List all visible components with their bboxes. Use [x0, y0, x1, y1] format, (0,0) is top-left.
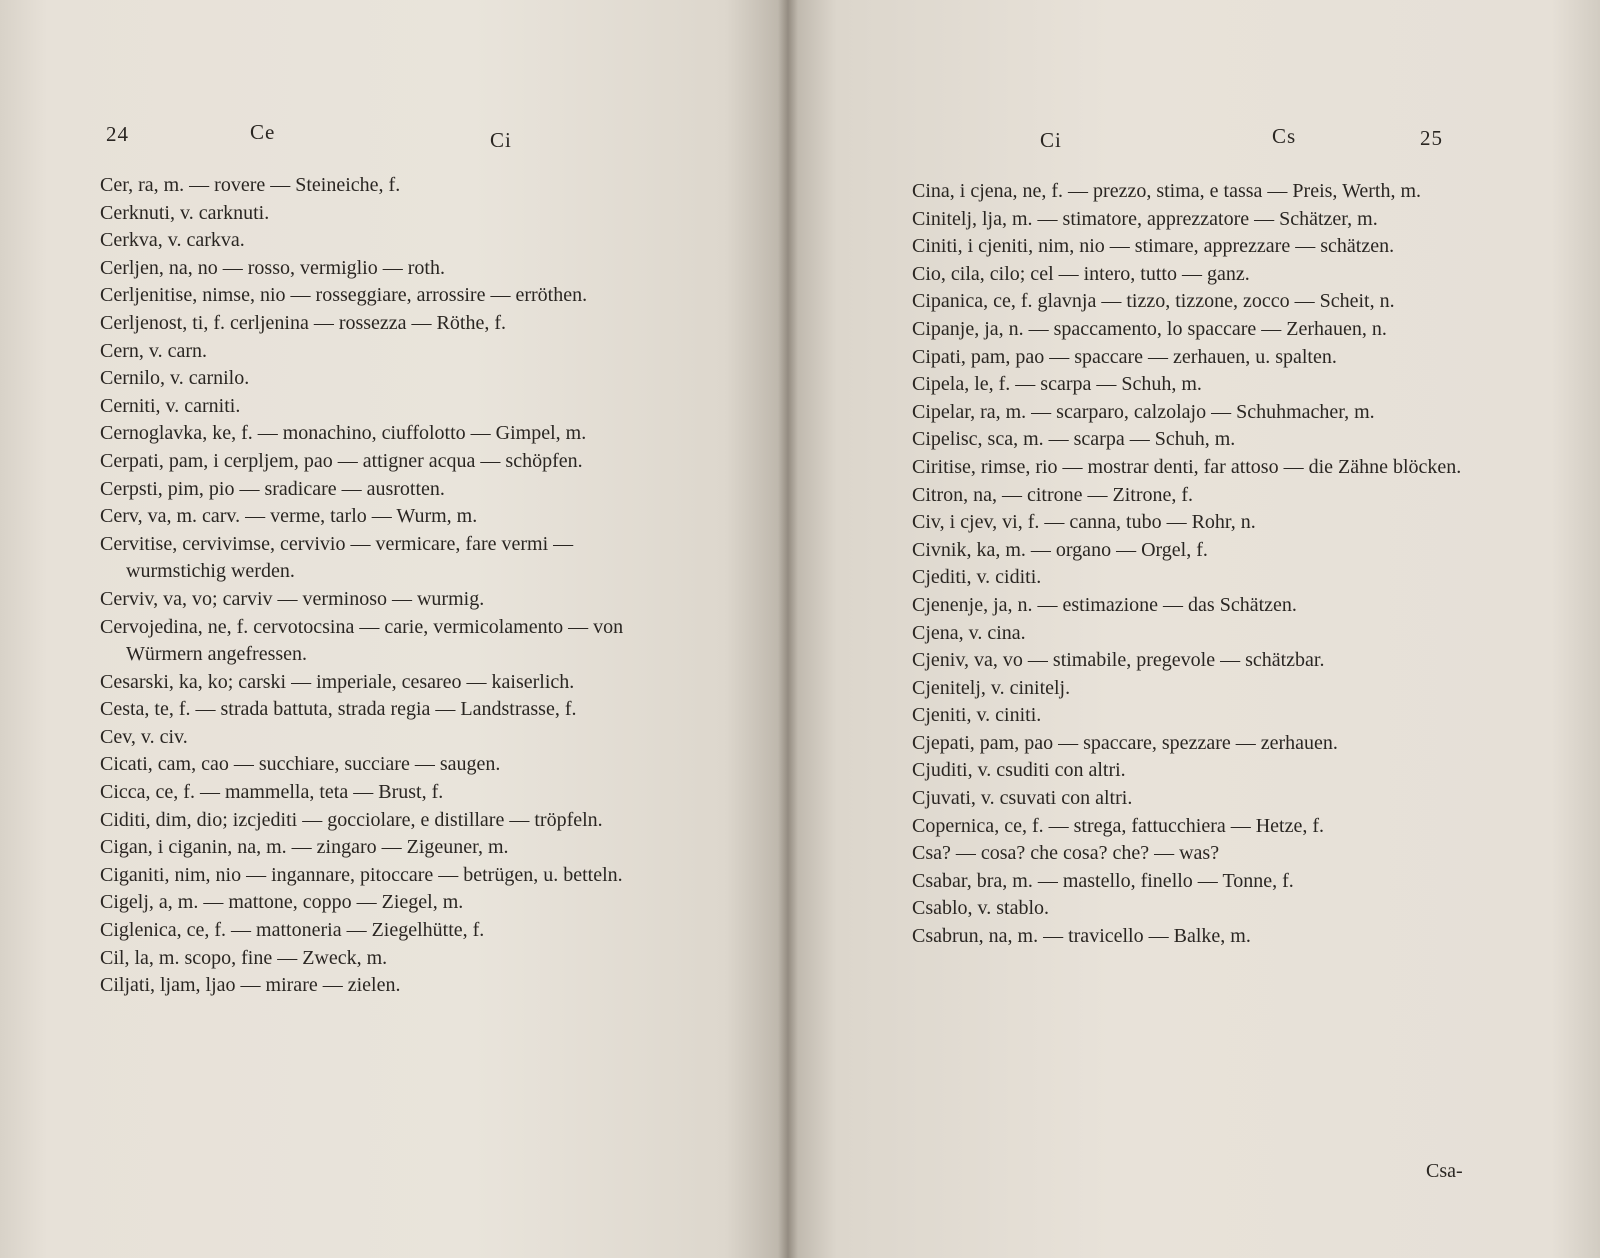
dictionary-entry: Cipati, pam, pao — spaccare — zerhauen, u. spalten.: [912, 345, 1337, 368]
dictionary-entry: Cipela, le, f. — scarpa — Schuh, m.: [912, 373, 1202, 396]
page-number: 24: [106, 122, 129, 146]
dictionary-entry: Cipelar, ra, m. — scarparo, calzolajo — Schuhmacher, m.: [912, 400, 1375, 423]
dictionary-entry: Ciglenica, ce, f. — mattoneria — Ziegelhütte, f.: [100, 919, 485, 942]
book-gutter: [778, 0, 798, 1258]
dictionary-entry: Cjuditi, v. csuditi con altri.: [912, 759, 1126, 782]
dictionary-entry: Civnik, ka, m. — organo — Orgel, f.: [912, 538, 1208, 561]
dictionary-entry: Ciganiti, nim, nio — ingannare, pitoccare — betrügen, u. betteln.: [100, 863, 623, 886]
dictionary-entry: Cerviv, va, vo; carviv — verminoso — wurmig.: [100, 587, 485, 610]
entry-list: [100, 172, 660, 1000]
dictionary-entry: Cigan, i ciganin, na, m. — zingaro — Zigeuner, m.: [100, 836, 509, 859]
dictionary-entry: Cjenitelj, v. cinitelj.: [912, 676, 1071, 699]
dictionary-entry: Ciditi, dim, dio; izcjediti — gocciolare, e distillare — tröpfeln.: [100, 808, 603, 831]
dictionary-entry: Cigelj, a, m. — mattone, coppo — Ziegel, m.: [100, 891, 464, 914]
dictionary-entry: Ciritise, rimse, rio — mostrar denti, far attoso — die Zähne blöcken.: [912, 455, 1462, 478]
dictionary-entry: Cev, v. civ.: [100, 725, 188, 748]
dictionary-entry: Cernoglavka, ke, f. — monachino, ciuffolotto — Gimpel, m.: [100, 422, 587, 445]
dictionary-entry: Cipanje, ja, n. — spaccamento, lo spaccare — Zerhauen, n.: [912, 317, 1387, 340]
dictionary-entry: Ciniti, i cjeniti, nim, nio — stimare, apprezzare — schätzen.: [912, 235, 1395, 258]
running-header-left: Ce: [250, 120, 276, 144]
dictionary-entry: Cesarski, ka, ko; carski — imperiale, cesareo — kaiserlich.: [100, 670, 575, 693]
dictionary-entry: Cerkva, v. carkva.: [100, 229, 245, 252]
running-header-right: Ci: [490, 128, 512, 152]
page-number: 25: [1420, 126, 1443, 150]
dictionary-entry: Cil, la, m. scopo, fine — Zweck, m.: [100, 946, 388, 969]
dictionary-entry: Cesta, te, f. — strada battuta, strada regia — Landstrasse, f.: [100, 698, 577, 721]
dictionary-entry: Csablo, v. stablo.: [912, 897, 1050, 920]
dictionary-entry: Cipanica, ce, f. glavnja — tizzo, tizzone, zocco — Scheit, n.: [912, 290, 1395, 313]
dictionary-entry: Cinitelj, lja, m. — stimatore, apprezzatore — Schätzer, m.: [912, 207, 1378, 230]
dictionary-entry: Cjuvati, v. csuvati con altri.: [912, 787, 1133, 810]
dictionary-entry: Ciljati, ljam, ljao — mirare — zielen.: [100, 974, 401, 997]
dictionary-entry: Cjepati, pam, pao — spaccare, spezzare — zerhauen.: [912, 731, 1338, 754]
dictionary-entry: Csabar, bra, m. — mastello, finello — Tonne, f.: [912, 869, 1294, 892]
catchword: Csa-: [1426, 1160, 1463, 1182]
dictionary-entry: Cerljenitise, nimse, nio — rosseggiare, arrossire — erröthen.: [100, 284, 588, 307]
dictionary-entry: Cicati, cam, cao — succhiare, succiare — saugen.: [100, 753, 501, 776]
dictionary-entry: Csabrun, na, m. — travicello — Balke, m.: [912, 925, 1251, 948]
dictionary-entry: Cjenenje, ja, n. — estimazione — das Schätzen.: [912, 593, 1297, 616]
dictionary-entry: Cerpsti, pim, pio — sradicare — ausrotten.: [100, 477, 445, 500]
dictionary-entry: Copernica, ce, f. — strega, fattucchiera — Hetze, f.: [912, 814, 1325, 837]
dictionary-entry: Cern, v. carn.: [100, 339, 207, 362]
dictionary-entry: Cjediti, v. ciditi.: [912, 566, 1042, 589]
dictionary-entry: Cerknuti, v. carknuti.: [100, 201, 270, 224]
running-header-left: Ci: [1040, 128, 1062, 152]
running-header-right: Cs: [1272, 124, 1297, 148]
dictionary-entry: Cjeniv, va, vo — stimabile, pregevole — schätzbar.: [912, 649, 1325, 672]
dictionary-entry: Cina, i cjena, ne, f. — prezzo, stima, e tassa — Preis, Werth, m.: [912, 180, 1421, 202]
dictionary-entry: Cernilo, v. carnilo.: [100, 367, 250, 390]
dictionary-entry: Cjeniti, v. ciniti.: [912, 704, 1042, 727]
dictionary-entry: Cerljenost, ti, f. cerljenina — rossezza — Röthe, f.: [100, 311, 506, 334]
dictionary-entry: Cervitise, cervivimse, cervivio — vermicare, fare vermi — wurmstichig werden.: [100, 532, 574, 583]
dictionary-entry: Cipelisc, sca, m. — scarpa — Schuh, m.: [912, 428, 1236, 451]
dictionary-entry: Cerljen, na, no — rosso, vermiglio — roth.: [100, 256, 445, 279]
dictionary-entry: Cervojedina, ne, f. cervotocsina — carie, vermicolamento — von Würmern angefressen.: [100, 615, 624, 666]
dictionary-entry: Cerniti, v. carniti.: [100, 394, 241, 417]
dictionary-entry: Civ, i cjev, vi, f. — canna, tubo — Rohr, n.: [912, 511, 1256, 534]
dictionary-entry: Cjena, v. cina.: [912, 621, 1026, 644]
dictionary-entry: Cerv, va, m. carv. — verme, tarlo — Wurm, m.: [100, 505, 478, 528]
entry-list: [912, 178, 1492, 951]
dictionary-entry: Cicca, ce, f. — mammella, teta — Brust, f.: [100, 781, 444, 804]
dictionary-entry: Cio, cila, cilo; cel — intero, tutto — ganz.: [912, 262, 1250, 285]
dictionary-entry: Cerpati, pam, i cerpljem, pao — attigner acqua — schöpfen.: [100, 449, 583, 472]
dictionary-entry: Csa? — cosa? che cosa? che? — was?: [912, 842, 1220, 865]
dictionary-entry: Citron, na, — citrone — Zitrone, f.: [912, 483, 1194, 506]
left-page: [0, 0, 788, 1258]
dictionary-entry: Cer, ra, m. — rovere — Steineiche, f.: [100, 174, 401, 196]
